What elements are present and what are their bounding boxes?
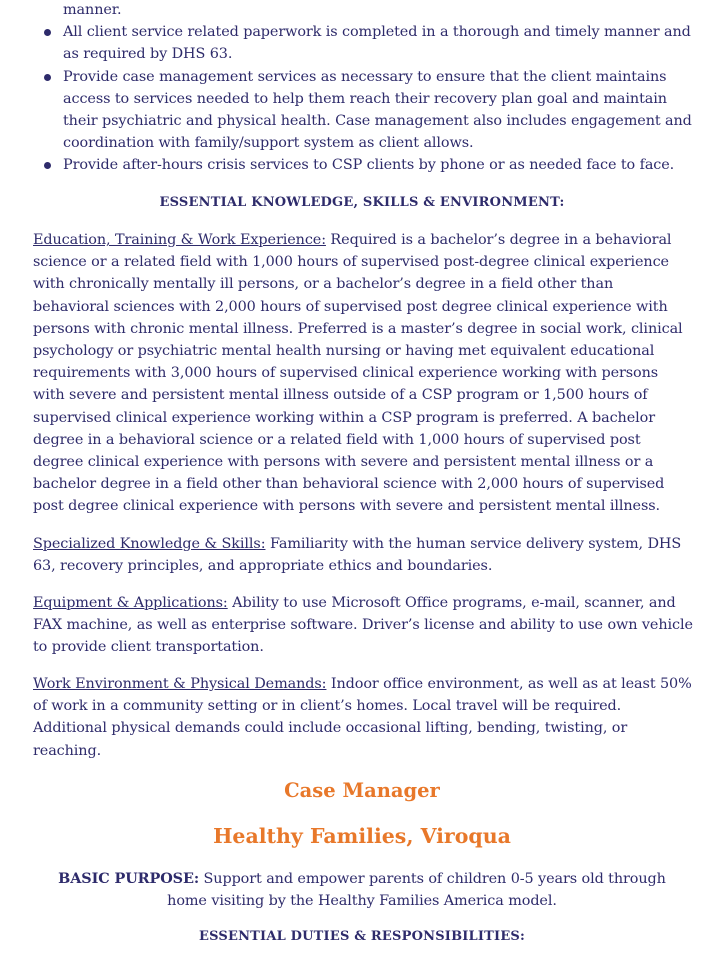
bullet-item [34, 154, 694, 176]
education-paragraph [33, 229, 693, 518]
equipment-body: Ability to use Microsoft Office programs, e-mail, scanner, and FAX machine, as well as enterprise software. Driver’s license and ability to use own vehicle to provide client transportation. [33, 595, 693, 656]
job-title: Case Manager [284, 779, 440, 802]
bullet-dot-icon [44, 29, 51, 36]
education-lead: Education, Training & Work Experience: [33, 232, 326, 248]
skills-body: Familiarity with the human service delivery system, DHS 63, recovery principles, and appropriate ethics and boundaries. [33, 536, 682, 575]
equipment-lead: Equipment & Applications: [33, 595, 228, 611]
duties-bullet-list [34, 0, 694, 177]
bullet-text: Provide case management services as necessary to ensure that the client maintains access to services needed to help them reach their recovery plan goal and maintain their psychiatric and physical health. Case management also includes engagement and coordination with family/support system as client allows. [63, 68, 692, 152]
environment-body: Indoor office environment, as well as at least 50% of work in a community setting or in client’s homes. Local travel will be required. Additional physical demands could include occasional lifting, bending, twisting, or reaching. [33, 676, 692, 759]
bullet-text: manner. [63, 2, 122, 18]
bullet-item [34, 21, 694, 65]
environment-lead: Work Environment & Physical Demands: [33, 676, 327, 692]
knowledge-heading: ESSENTIAL KNOWLEDGE, SKILLS & ENVIRONMENT: [159, 195, 565, 210]
bullet-dot-icon [44, 74, 51, 81]
bullet-text: All client service related paperwork is completed in a thorough and timely manner and as required by DHS 63. [63, 24, 691, 63]
bullet-text: Provide after-hours crisis services to CSP clients by phone or as needed face to face. [63, 157, 675, 174]
education-body: Required is a bachelor’s degree in a behavioral science or a related field with 1,000 hours of supervised post-degree clinical experience with chronically mentally ill persons, or a bachelor’s degree in a field other than behavioral sciences with 2,000 hours of supervised post degree clinical experience with persons with chronic mental illness. Preferred is a master’s degree in social work, clinical psychology or psychiatric mental health nursing or having met equivalent educational requirements with 3,000 hours of supervised clinical experience working with persons with severe and persistent mental illness outside of a CSP program or 1,500 hours of supervised clinical experience working within a CSP program is preferred. A bachelor degree in a behavioral science or a related field with 1,000 hours of supervised post degree clinical experience with persons with severe and persistent mental illness or a bachelor degree in a field other than behavioral science with 2,000 hours of supervised post degree clinical experience with persons with severe and persistent mental illness. [33, 232, 683, 515]
bullet-item [34, 66, 694, 155]
environment-paragraph [33, 673, 693, 762]
basic-purpose-text: Support and empower parents of children 0-5 years old through home visiting by the Healthy Families America model. [167, 871, 666, 910]
basic-purpose-paragraph [40, 868, 684, 912]
job-program: Healthy Families, Viroqua [213, 824, 511, 848]
skills-paragraph [33, 533, 693, 577]
equipment-paragraph [33, 592, 693, 659]
skills-lead: Specialized Knowledge & Skills: [33, 536, 266, 552]
bullet-dot-icon [44, 162, 51, 169]
bullet-continuation [34, 0, 694, 21]
basic-purpose-label: BASIC PURPOSE: [58, 870, 200, 887]
duties-heading: ESSENTIAL DUTIES & RESPONSIBILITIES: [198, 929, 526, 944]
